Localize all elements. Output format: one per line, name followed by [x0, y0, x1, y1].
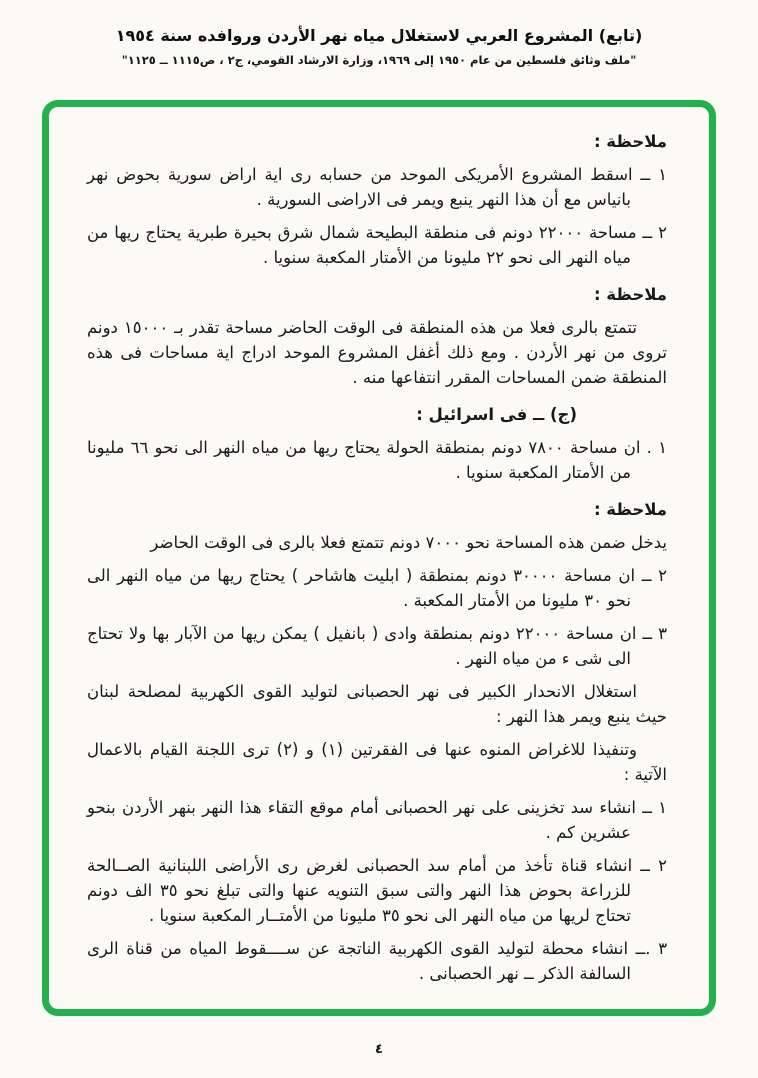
paragraph: وتنفيذا للاغراض المنوه عنها فى الفقرتين (١) و (٢) ترى اللجنة القيام بالاعمال الآتية : — [87, 740, 667, 784]
document-header — [0, 26, 758, 67]
list-item: ١ ــ اسقط المشروع الأمريكى الموحد من حسابه رى اية اراض سورية بحوض نهر بانياس مع أن هذا النهر ينبع ويمر فى الاراضى السورية . — [87, 165, 667, 209]
note-heading: ملاحظة : — [593, 132, 667, 151]
list-item: ١ ــ انشاء سد تخزينى على نهر الحصبانى أمام موقع التقاء هذا النهر بنهر الأردن بنحو عشرين كم . — [87, 798, 667, 842]
list-item: ٢ ــ مساحة ٢٢٠٠٠ دونم فى منطقة البطيحة شمال شرق بحيرة طبرية يحتاج ريها من مياه النهر الى نحو ٢٢ مليونا من الأمتار المكعبة سنويا . — [87, 223, 667, 267]
paragraph: تتمتع بالرى فعلا من هذه المنطقة فى الوقت الحاضر مساحة تقدر بـ ١٥٠٠٠ دونم تروى من نهر الأردن . ومع ذلك أغفل المشروع الموحد ادراج اية مساحات فى هذه المنطقة ضمن المساحات المقرر انتفاعها منه . — [87, 318, 667, 387]
list-item: ٣ .ــ انشاء محطة لتوليد القوى الكهربية الناتجة عن ســــقوط المياه من قناة الرى السالفة الذكر ــ نهر الحصبانى . — [87, 939, 667, 983]
doc-title: (تابع) المشروع العربي لاستغلال مياه نهر الأردن وروافده سنة ١٩٥٤ — [115, 26, 643, 45]
paragraph: يدخل ضمن هذه المساحة نحو ٧٠٠٠ دونم تتمتع فعلا بالرى فى الوقت الحاضر — [150, 533, 667, 552]
list-item: ٢ ــ ان مساحة ٣٠٠٠٠ دونم بمنطقة ( ابليت هاشاحر ) يحتاج ريها من مياه النهر الى نحو ٣٠ مليونا من الأمتار المكعبة . — [87, 566, 667, 610]
note-heading: ملاحظة : — [593, 285, 667, 304]
note-heading: ملاحظة : — [593, 500, 667, 519]
content-frame — [42, 100, 716, 1016]
section-heading: (ج) ــ فى اسرائيل : — [416, 405, 577, 424]
page-number: ٤ — [375, 1042, 383, 1057]
paragraph: استغلال الانحدار الكبير فى نهر الحصبانى لتوليد القوى الكهربية لمصلحة لبنان حيث ينبع ويمر هذا النهر : — [87, 682, 667, 726]
list-item: ١ . ان مساحة ٧٨٠٠ دونم بمنطقة الحولة يحتاج ريها من مياه النهر الى نحو ٦٦ مليونا من الأمتار المكعبة سنويا . — [87, 438, 667, 482]
list-item: ٣ ــ ان مساحة ٢٢٠٠٠ دونم بمنطقة وادى ( بانفيل ) يمكن ريها من الآبار بها ولا تحتاج الى شى ء من مياه النهر . — [87, 624, 667, 668]
doc-source-citation: "ملف وثائق فلسطين من عام ١٩٥٠ إلى ١٩٦٩، وزارة الارشاد القومي، ج٢ ، ص١١١٥ ــ ١١٢٥" — [121, 53, 637, 67]
list-item: ٢ ــ انشاء قناة تأخذ من أمام سد الحصبانى لغرض رى الأراضى اللبنانية الصــالحة للزراعة بحوض هذا النهر والتى سبق التنويه عنها والتى تبلغ نحو ٣٥ الف دونم تحتاج لريها من مياه النهر الى نحو ٣٥ مليونا من الأمتــار المكعبة سنويا . — [87, 856, 667, 925]
